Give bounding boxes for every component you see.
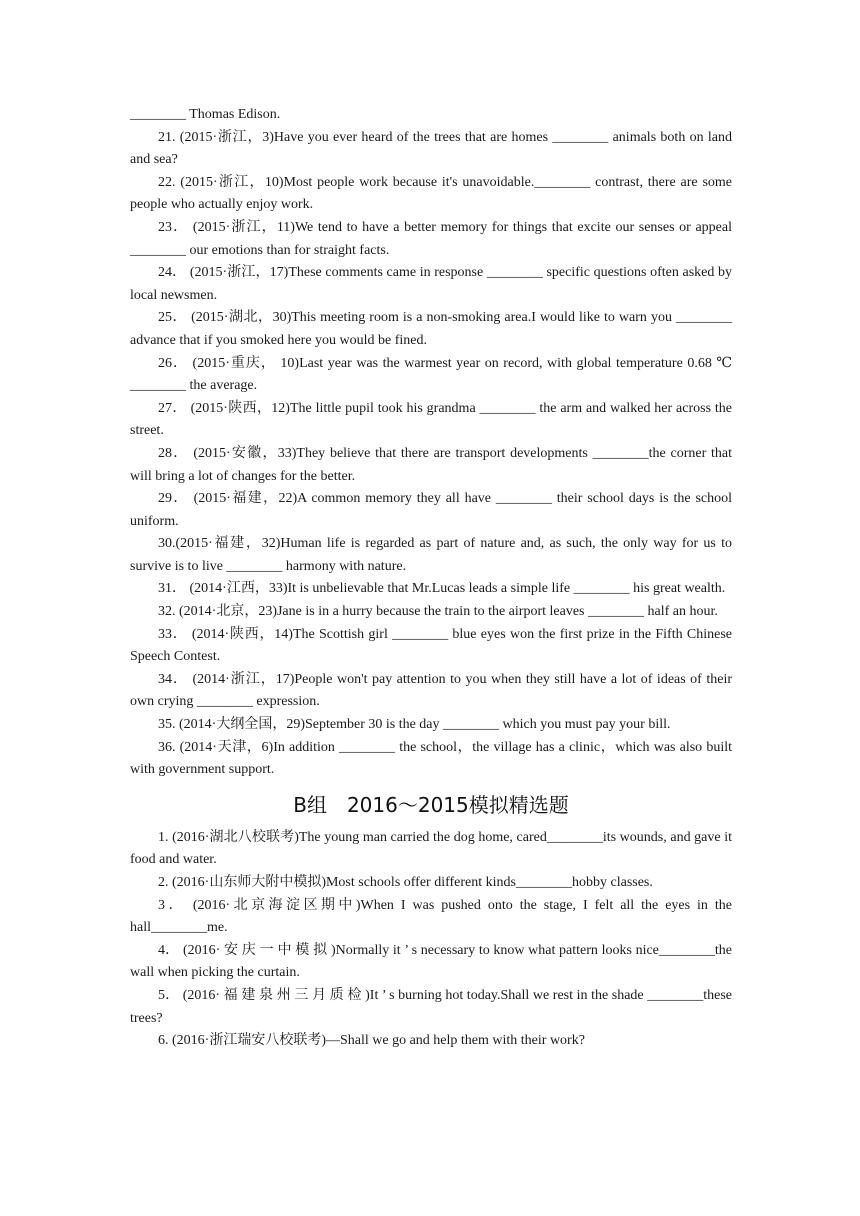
question-23: 23． (2015·浙江，11)We tend to have a better memory for things that excite our senses or appeal ________ our emotions than for straight facts.: [130, 219, 732, 258]
question-32: 32. (2014·北京，23)Jane is in a hurry because the train to the airport leaves ________ half an hour.: [158, 604, 718, 620]
question-36: 36. (2014·天津，6)In addition ________ the school，the village has a clinic，which was also built with government support.: [130, 739, 732, 778]
question-b5: 5． (2016· 福 建 泉 州 三 月 质 检 )It ’ s burning hot today.Shall we rest in the shade ________these trees?: [130, 987, 732, 1026]
question-b6: 6. (2016·浙江瑞安八校联考)—Shall we go and help them with their work?: [158, 1033, 585, 1049]
question-33: 33． (2014·陕西，14)The Scottish girl ________ blue eyes won the first prize in the Fifth Chinese Speech Contest.: [130, 626, 732, 665]
question-35: 35. (2014·大纲全国，29)September 30 is the day ________ which you must pay your bill.: [158, 717, 671, 733]
question-20-tail: ________ Thomas Edison.: [130, 107, 281, 122]
question-31: 31． (2014·江西，33)It is unbelievable that Mr.Lucas leads a simple life ________ his great wealth.: [158, 581, 726, 597]
question-28: 28． (2015·安徽，33)They believe that there are transport developments ________the corner that will bring a lot of changes for the better.: [130, 445, 732, 484]
question-b2: 2. (2016·山东师大附中模拟)Most schools offer different kinds________hobby classes.: [158, 875, 653, 890]
question-24: 24． (2015·浙江，17)These comments came in response ________ specific questions often asked by local newsmen.: [130, 265, 732, 303]
question-25: 25． (2015·湖北，30)This meeting room is a non-smoking area.I would like to warn you ________ advance that if you smoked here you would be fined.: [130, 310, 732, 348]
question-27: 27． (2015·陕西，12)The little pupil took his grandma ________ the arm and walked her across the street.: [130, 400, 732, 439]
section-b-heading: B组 2016～2015模拟精选题: [293, 792, 569, 817]
question-b4: 4． (2016· 安 庆 一 中 模 拟 )Normally it ’ s necessary to know what pattern looks nice________the wall when picking the curtain.: [130, 942, 732, 981]
question-34: 34． (2014·浙江，17)People won't pay attention to you when they still have a lot of ideas of their own crying ________ expression.: [130, 671, 732, 710]
question-22: 22. (2015·浙江，10)Most people work because it's unavoidable.________ contrast, there are some people who actually enjoy work.: [130, 174, 732, 213]
question-b1: 1. (2016·湖北八校联考)The young man carried the dog home, cared________its wounds, and gave it food and water.: [130, 829, 732, 868]
question-29: 29． (2015·福建，22)A common memory they all have ________ their school days is the school uniform.: [130, 491, 732, 529]
question-30: 30.(2015·福建，32)Human life is regarded as part of nature and, as such, the only way for us to survive is to live ________ harmony with nature.: [130, 536, 732, 574]
question-21: 21. (2015·浙江，3)Have you ever heard of the trees that are homes ________ animals both on land and sea?: [130, 129, 732, 168]
question-b3: 3． (2016·北京海淀区期中)When I was pushed onto the stage, I felt all the eyes in the hall________me.: [130, 897, 732, 936]
question-26: 26． (2015·重庆， 10)Last year was the warmest year on record, with global temperature 0.68 ℃ ________ the average.: [130, 355, 732, 394]
document-page: [130, 104, 732, 1053]
